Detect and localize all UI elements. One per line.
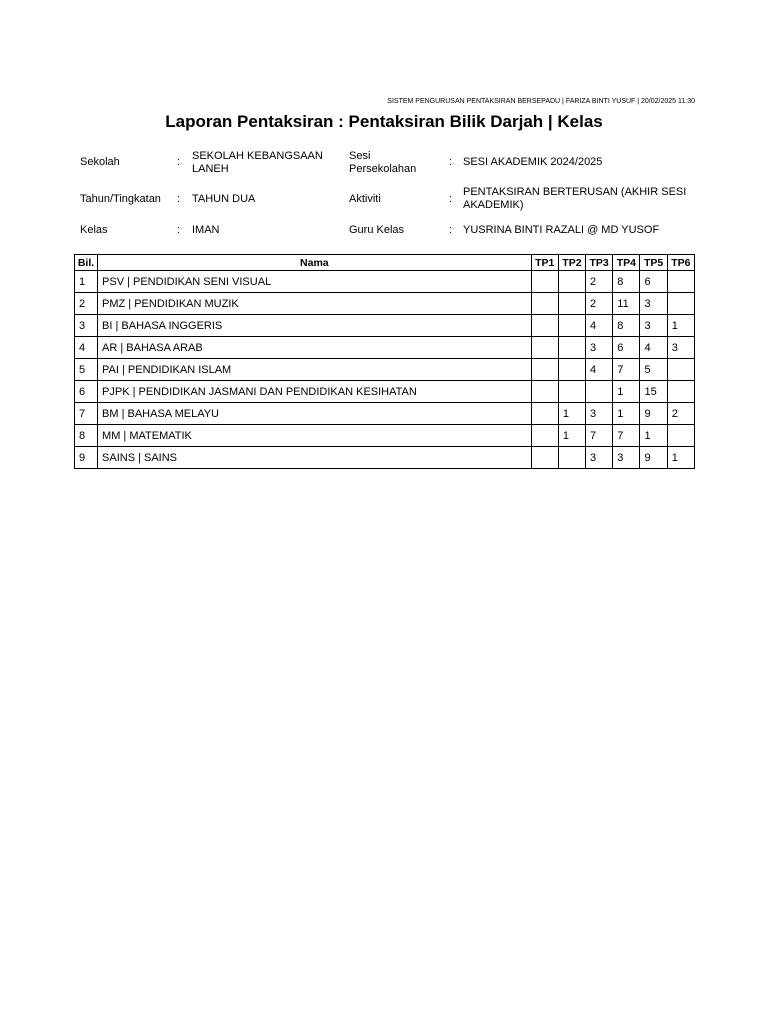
table-row	[75, 359, 695, 381]
cell-tp6: 1	[667, 315, 694, 337]
cell-tp6	[667, 359, 694, 381]
separator: :	[449, 224, 453, 236]
assessment-table	[74, 254, 695, 469]
cell-tp6: 1	[667, 447, 694, 469]
cell-bil: 5	[75, 359, 98, 381]
cell-tp5: 6	[640, 271, 667, 293]
cell-tp5: 5	[640, 359, 667, 381]
header-bil: Bil.	[75, 255, 98, 271]
cell-tp3: 4	[586, 315, 613, 337]
separator: :	[177, 224, 181, 236]
cell-tp5: 3	[640, 293, 667, 315]
cell-tp2: 1	[558, 403, 585, 425]
table-row	[75, 337, 695, 359]
kelas-value: IMAN	[192, 224, 220, 236]
aktiviti-label: Aktiviti	[349, 193, 381, 205]
header-tp2: TP2	[558, 255, 585, 271]
cell-tp6	[667, 271, 694, 293]
cell-bil: 1	[75, 271, 98, 293]
table-body	[75, 271, 695, 469]
tahun-label: Tahun/Tingkatan	[80, 193, 161, 205]
cell-tp1	[531, 403, 558, 425]
header-tp3: TP3	[586, 255, 613, 271]
cell-tp4: 6	[613, 337, 640, 359]
cell-tp2: 1	[558, 425, 585, 447]
cell-tp1	[531, 447, 558, 469]
table-row	[75, 271, 695, 293]
cell-tp4: 7	[613, 425, 640, 447]
kelas-label: Kelas	[80, 224, 108, 236]
sekolah-label: Sekolah	[80, 156, 120, 168]
header-tp5: TP5	[640, 255, 667, 271]
cell-tp3: 3	[586, 403, 613, 425]
cell-tp5: 4	[640, 337, 667, 359]
cell-bil: 9	[75, 447, 98, 469]
cell-nama: BM | BAHASA MELAYU	[98, 403, 532, 425]
page-title: Laporan Pentaksiran : Pentaksiran Bilik Darjah | Kelas	[165, 112, 603, 131]
cell-bil: 4	[75, 337, 98, 359]
cell-nama: PMZ | PENDIDIKAN MUZIK	[98, 293, 532, 315]
cell-tp1	[531, 271, 558, 293]
cell-tp3: 2	[586, 293, 613, 315]
cell-tp6: 2	[667, 403, 694, 425]
table-row	[75, 403, 695, 425]
cell-tp4: 1	[613, 381, 640, 403]
cell-tp1	[531, 359, 558, 381]
cell-nama: PAI | PENDIDIKAN ISLAM	[98, 359, 532, 381]
cell-tp2	[558, 293, 585, 315]
table-header-row	[75, 255, 695, 271]
cell-tp1	[531, 425, 558, 447]
cell-tp4: 8	[613, 315, 640, 337]
guru-value: YUSRINA BINTI RAZALI @ MD YUSOF	[463, 224, 660, 236]
cell-tp3: 4	[586, 359, 613, 381]
cell-tp2	[558, 271, 585, 293]
info-row-kelas	[80, 216, 700, 236]
table-row	[75, 315, 695, 337]
sesi-label: Sesi Persekolahan	[349, 150, 417, 175]
cell-bil: 6	[75, 381, 98, 403]
cell-bil: 8	[75, 425, 98, 447]
separator: :	[177, 193, 181, 205]
cell-tp3: 2	[586, 271, 613, 293]
cell-tp2	[558, 359, 585, 381]
cell-tp3: 7	[586, 425, 613, 447]
cell-tp4: 3	[613, 447, 640, 469]
cell-tp6	[667, 293, 694, 315]
separator: :	[177, 156, 181, 168]
cell-tp2	[558, 381, 585, 403]
sesi-value: SESI AKADEMIK 2024/2025	[463, 156, 603, 168]
cell-tp3: 3	[586, 337, 613, 359]
cell-tp4: 11	[613, 293, 640, 315]
table-row	[75, 381, 695, 403]
cell-bil: 3	[75, 315, 98, 337]
separator: :	[449, 156, 453, 168]
report-info-block	[80, 148, 700, 236]
cell-bil: 2	[75, 293, 98, 315]
cell-nama: MM | MATEMATIK	[98, 425, 532, 447]
cell-tp6	[667, 425, 694, 447]
aktiviti-value: PENTAKSIRAN BERTERUSAN (AKHIR SESI AKADEMIK)	[463, 186, 687, 211]
table-row	[75, 425, 695, 447]
cell-tp6: 3	[667, 337, 694, 359]
info-row-sekolah	[80, 148, 700, 184]
cell-tp5: 1	[640, 425, 667, 447]
sekolah-value: SEKOLAH KEBANGSAAN LANEH	[192, 150, 323, 175]
info-row-tahun	[80, 184, 700, 216]
cell-tp2	[558, 447, 585, 469]
cell-nama: PJPK | PENDIDIKAN JASMANI DAN PENDIDIKAN KESIHATAN	[98, 381, 532, 403]
cell-nama: PSV | PENDIDIKAN SENI VISUAL	[98, 271, 532, 293]
report-meta-line: SISTEM PENGURUSAN PENTAKSIRAN BERSEPADU | FARIZA BINTI YUSUF | 20/02/2025 11:30	[387, 98, 695, 105]
table-row	[75, 447, 695, 469]
cell-tp3: 3	[586, 447, 613, 469]
header-tp4: TP4	[613, 255, 640, 271]
cell-tp5: 9	[640, 403, 667, 425]
separator: :	[449, 193, 453, 205]
cell-tp5: 15	[640, 381, 667, 403]
cell-tp2	[558, 337, 585, 359]
cell-tp4: 8	[613, 271, 640, 293]
cell-tp4: 1	[613, 403, 640, 425]
guru-label: Guru Kelas	[349, 224, 405, 236]
header-tp6: TP6	[667, 255, 694, 271]
cell-bil: 7	[75, 403, 98, 425]
cell-tp1	[531, 293, 558, 315]
cell-tp1	[531, 337, 558, 359]
cell-tp5: 9	[640, 447, 667, 469]
cell-tp2	[558, 315, 585, 337]
cell-nama: AR | BAHASA ARAB	[98, 337, 532, 359]
cell-tp3	[586, 381, 613, 403]
cell-nama: BI | BAHASA INGGERIS	[98, 315, 532, 337]
table-row	[75, 293, 695, 315]
cell-tp1	[531, 381, 558, 403]
cell-tp1	[531, 315, 558, 337]
cell-nama: SAINS | SAINS	[98, 447, 532, 469]
cell-tp4: 7	[613, 359, 640, 381]
header-tp1: TP1	[531, 255, 558, 271]
cell-tp5: 3	[640, 315, 667, 337]
header-nama: Nama	[98, 255, 532, 271]
tahun-value: TAHUN DUA	[192, 193, 256, 205]
cell-tp6	[667, 381, 694, 403]
